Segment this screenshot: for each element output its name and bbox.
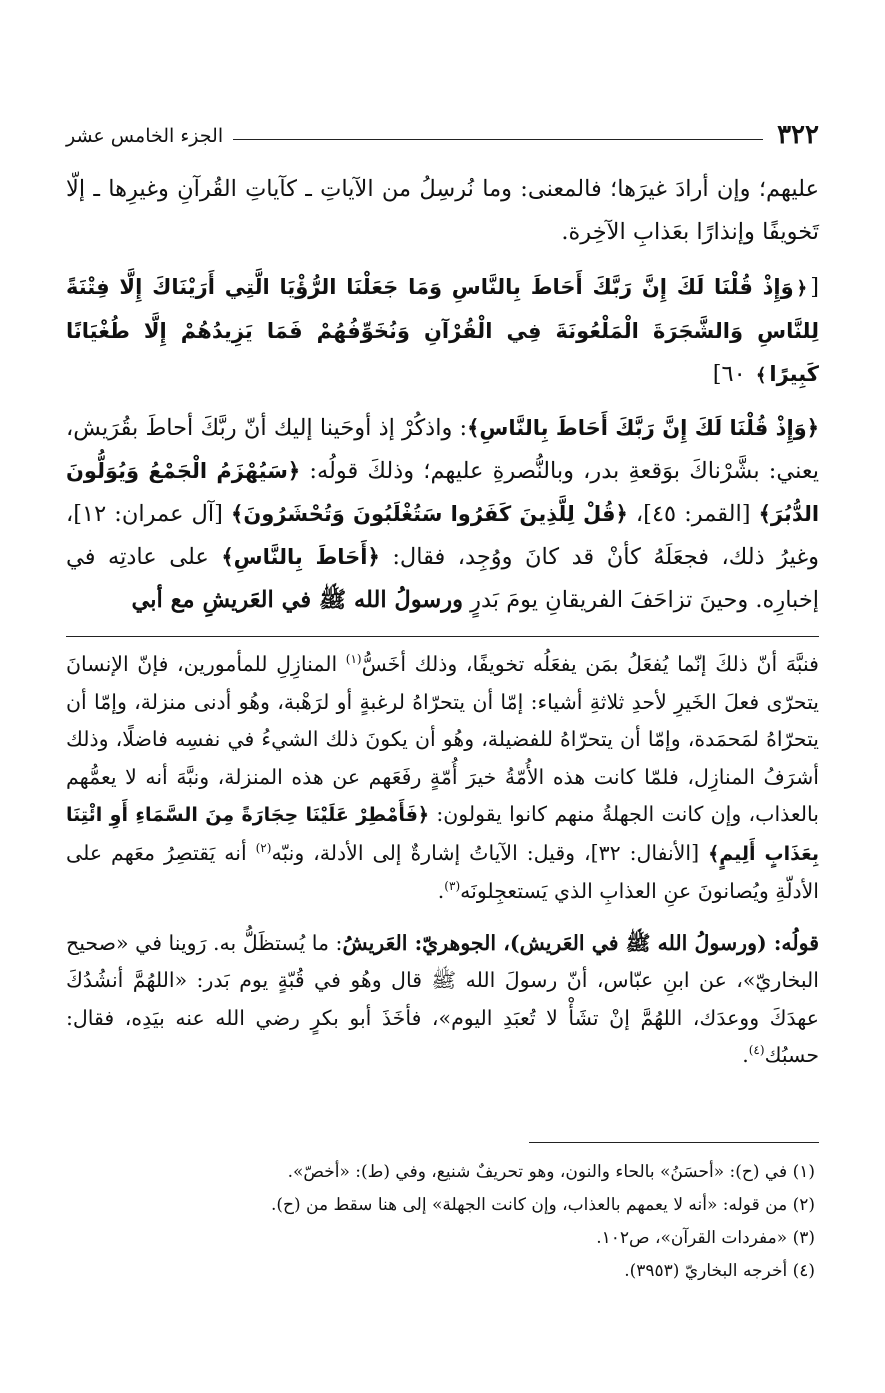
surah-reference: [القمر: ٤٥]،	[635, 501, 751, 527]
footnote-ref-2[interactable]: (٢)	[255, 840, 272, 855]
footnote-ref-1[interactable]: (١)	[345, 652, 362, 667]
main-text-divider	[66, 636, 819, 637]
commentary-text: .	[742, 1043, 749, 1067]
quran-quote: ﴿سَيُهْزَمُ الْجَمْعُ وَيُوَلُّونَ الدُّبُرَ﴾	[66, 459, 820, 526]
quran-quote: ﴿أَحَاطَ بِالنَّاسِ﴾	[221, 545, 380, 569]
header-rule	[233, 139, 763, 140]
footnote-ref-4[interactable]: (٤)	[748, 1043, 765, 1058]
commentary-text: فنبَّهَ أنّ ذلكَ إنّما يُفعَلُ بمَن يفعَلُه تخويفًا، وذلك أخَسُّ	[361, 652, 819, 676]
commentary-text: [الأنفال: ٣٢]، وقيل: الآياتُ إشارةٌ إلى الأدلة، ونبّه	[271, 840, 700, 865]
paragraph-text: : واذكُرْ إذ أوحَينا إليك أنّ ربَّكَ أحاطَ بقُرَيش، يعني: بشَّرْناكَ بوَقعةِ بدر، وبالنُّصرةِ عليهم؛ وذلكَ قولُه:	[66, 415, 820, 484]
verse-ornament-close: ﴾	[755, 365, 767, 386]
commentary-text: .	[437, 879, 445, 903]
commentary-text: المنازِلِ للمأمورين، فإنّ الإنسانَ يتحرّى فعلَ الخَيرِ لأحدِ ثلاثةِ أشياء: إمّا أن يتحرّاهُ لرغبةٍ أو لرَهْبة، وهُو أدنى منزلة، وإمّا أن يتحرّاهُ لمَحمَدة، وإمّا أن يتحرّاهُ للفضيلة، وهُو أن يكونَ ذلك الشيءُ في نفسِه فاضلًا، وذلك أشرَفُ المنازِل، فلمّا كانت هذه الأُمّةُ خيرَ أُمّةٍ رفَعَهم عن هذه المنزلة، ونبَّهَ أنه لا يعمُّهم بالعذاب، وإن كانت الجهلةُ منهم كانوا يقولون:	[66, 652, 819, 826]
paragraph-text: [آل عمران: ١٢]، وغيرُ ذلك، فجعَلَهُ كأنْ قد كانَ ووُجِد، فقال:	[66, 501, 819, 570]
footnote-3: (٣) «مفردات القرآن»، ص١٠٢.	[596, 1228, 815, 1248]
commentary-lemma: قولُه: (ورسولُ الله ﷺ في العَريش)، الجوهريّ: العَريشُ	[342, 930, 820, 955]
main-text	[66, 168, 819, 622]
commentary	[66, 646, 819, 1075]
quran-verse-text: وَإِذْ قُلْنَا لَكَ إِنَّ رَبَّكَ أَحَاطَ بِالنَّاسِ وَمَا جَعَلْنَا الرُّؤْيَا الَّتِي أَرَيْنَاكَ إِلَّا فِتْنَةً لِلنَّاسِ وَالشَّجَرَةَ الْمَلْعُونَةَ فِي الْقُرْآنِ وَنُخَوِّفُهُمْ فَمَا يَزِيدُهُمْ إِلَّا طُغْيَانًا كَبِيرًا	[66, 275, 819, 386]
paragraph-text: على عادتِه في إخبارِه. وحينَ تزاحَفَ الفريقانِ يومَ بَدرٍ	[66, 544, 819, 613]
quran-quote: ﴿قُلْ لِلَّذِينَ كَفَرُوا سَتُغْلَبُونَ وَتُحْشَرُونَ﴾	[231, 502, 628, 526]
running-title: الجزء الخامس عشر	[66, 125, 224, 147]
commentary-text: أنه يَقتصِرُ معَهم على الأدلّةِ ويُصانونَ عنِ العذابِ الذي يَستعجِلونَه	[66, 840, 819, 903]
commentary-text: : ما يُستظَلُّ به. رَوينا في «صحيح البخاريّ»، عن ابنِ عبّاس، أنّ رسولَ الله ﷺ قال وهُو في قُبّةٍ يوم بَدر: «اللهُمَّ أنشُدُكَ عهدَكَ ووعدَك، اللهُمَّ إنْ تشَأْ لا تُعبَدِ اليوم»، فأخَذَ أبو بكرٍ رضي الله عنه بيَدِه، فقال: حسبُك	[66, 930, 819, 1067]
commentary-paragraph-2	[66, 925, 819, 1075]
main-paragraph-2	[66, 407, 819, 622]
footnote-ref-3[interactable]: (٣)	[444, 879, 461, 894]
verse-ornament-open: ﴿	[796, 278, 808, 299]
footnote-1: (١) في (ح): «أحسَنُ» بالحاء والنون، وهو تحريفٌ شنيع، وفي (ط): «أخصّ».	[287, 1162, 815, 1182]
commentary-paragraph-1	[66, 646, 819, 911]
verse-bracket-close: ]	[712, 361, 722, 387]
quran-quote: ﴿فَأَمْطِرْ عَلَيْنَا حِجَارَةً مِنَ السَّمَاءِ أَوِ ائْتِنَا بِعَذَابٍ أَلِيمٍ﴾	[66, 804, 819, 865]
verse-bracket-open: [	[810, 274, 819, 300]
main-paragraph-1: عليهم؛ وإن أرادَ غيرَها؛ فالمعنى: وما نُرسِلُ من الآياتِ ـ كآياتِ القُرآنِ وغيرِها ـ إلّا تَخويفًا وإنذارًا بعَذابِ الآخِرة.	[66, 176, 819, 245]
quran-verse-block	[66, 266, 819, 397]
footnote-4: (٤) أخرجه البخاريّ (٣٩٥٣).	[624, 1261, 815, 1281]
paragraph-text-bold: ورسولُ الله ﷺ في العَريشِ مع أبي	[131, 587, 463, 613]
page-number: ٣٢٢	[777, 120, 819, 150]
footnote-2: (٢) من قوله: «أنه لا يعمهم بالعذاب، وإن كانت الجهلة» إلى هنا سقط من (ح).	[270, 1195, 815, 1215]
verse-number: ٦٠	[721, 361, 746, 387]
footnotes	[66, 1156, 819, 1288]
running-header	[66, 110, 819, 150]
footnote-divider	[529, 1142, 819, 1143]
quran-quote: ﴿وَإِذْ قُلْنَا لَكَ إِنَّ رَبَّكَ أَحَاطَ بِالنَّاسِ﴾	[467, 416, 820, 440]
